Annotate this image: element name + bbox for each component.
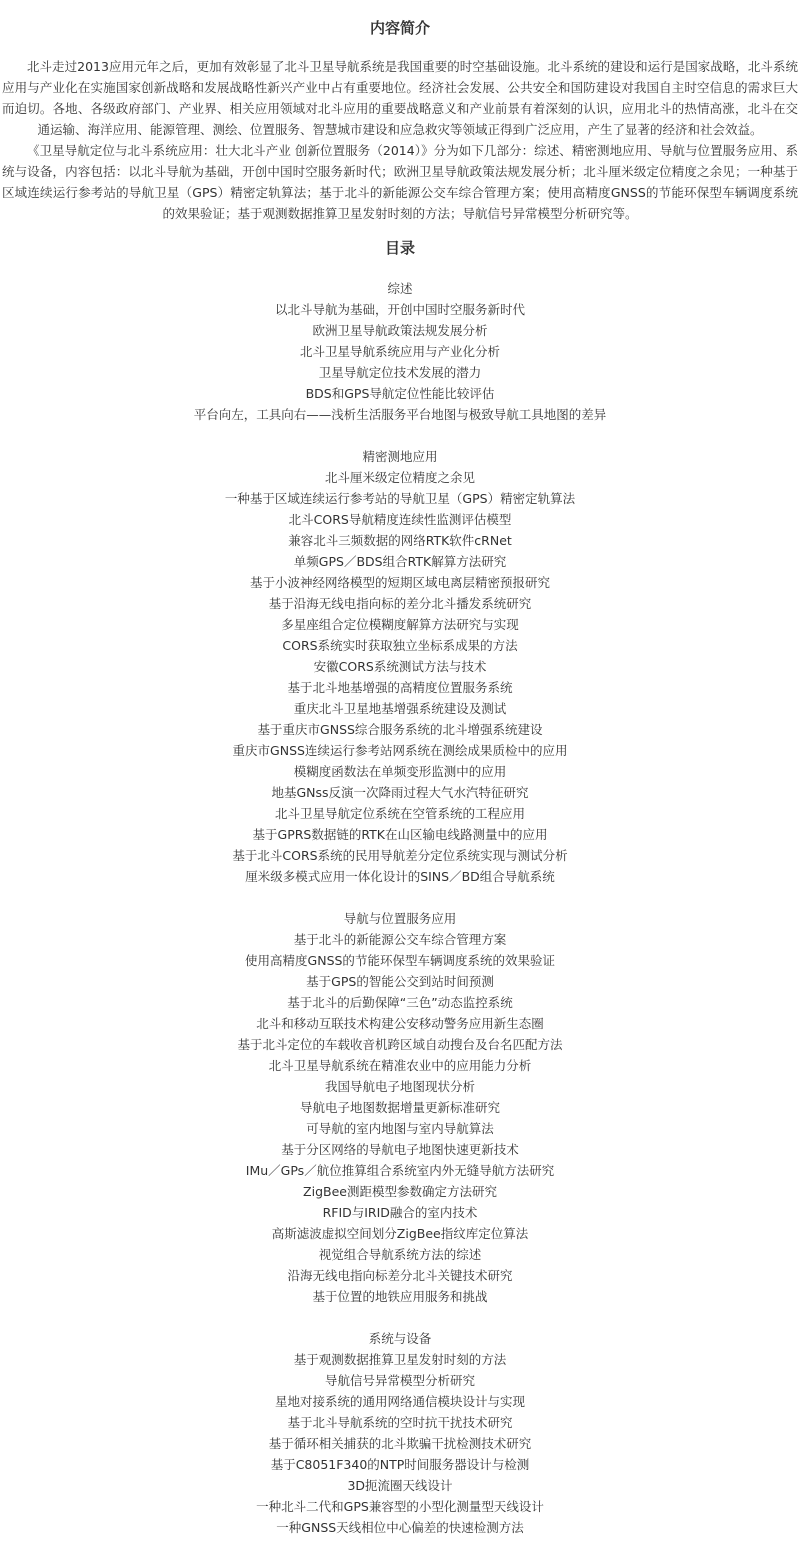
toc-entry: 基于北斗的新能源公交车综合管理方案 (293, 932, 507, 947)
toc-section (0, 908, 800, 1307)
toc-entry: 基于北斗定位的车载收音机跨区域自动搜台及台名匹配方法 (237, 1037, 563, 1052)
toc-entry: 北斗和移动互联技术构建公安移动警务应用新生态圈 (256, 1016, 544, 1031)
toc-section (0, 446, 800, 887)
toc-entry: 沿海无线电指向标差分北斗关键技术研究 (287, 1268, 513, 1283)
intro-title: 内容简介 (369, 19, 430, 37)
toc-entry: BDS和GPS导航定位性能比较评估 (305, 386, 495, 401)
toc-entry: 一种基于区域连续运行参考站的导航卫星（GPS）精密定轨算法 (224, 491, 576, 506)
toc-entry: 安徽CORS系统测试方法与技术 (313, 659, 487, 674)
toc-entry: 地基GNss反演一次降雨过程大气水汽特征研究 (271, 785, 529, 800)
toc-entry: 北斗CORS导航精度连续性监测评估模型 (288, 512, 512, 527)
toc-entry: 星地对接系统的通用网络通信模块设计与实现 (274, 1394, 525, 1409)
toc-entry: 我国导航电子地图现状分析 (324, 1079, 475, 1094)
toc-section-heading: 导航与位置服务应用 (343, 911, 457, 926)
toc-section (0, 1328, 800, 1538)
toc-entry: 3D扼流圈天线设计 (347, 1478, 453, 1493)
toc-entry: CORS系统实时获取独立坐标系成果的方法 (282, 638, 518, 653)
toc-entry: 基于C8051F340的NTP时间服务器设计与检测 (270, 1457, 530, 1472)
toc-entry: 基于分区网络的导航电子地图快速更新技术 (281, 1142, 519, 1157)
toc-entry: 重庆北斗卫星地基增强系统建设及测试 (293, 701, 507, 716)
toc-entry: 欧洲卫星导航政策法规发展分析 (312, 323, 488, 338)
toc-entry: 基于GPS的智能公交到站时间预测 (306, 974, 494, 989)
toc-entry: 北斗厘米级定位精度之余见 (324, 470, 475, 485)
toc-entry: 基于位置的地铁应用服务和挑战 (312, 1289, 488, 1304)
toc-entry: 基于GPRS数据链的RTK在山区输电线路测量中的应用 (252, 827, 548, 842)
toc-entry: 导航电子地图数据增量更新标准研究 (299, 1100, 500, 1115)
toc-entry: 卫星导航定位技术发展的潜力 (318, 365, 482, 380)
toc-section-heading: 精密测地应用 (362, 449, 438, 464)
toc-entry: 基于北斗的后勤保障“三色”动态监控系统 (287, 995, 513, 1010)
toc-entry: 基于观测数据推算卫星发射时刻的方法 (293, 1352, 507, 1367)
toc-entry: 一种GNSS天线相位中心偏差的快速检测方法 (276, 1520, 524, 1535)
toc-entry: 模糊度函数法在单频变形监测中的应用 (293, 764, 507, 779)
toc-entry: 北斗卫星导航定位系统在空管系统的工程应用 (274, 806, 525, 821)
toc-entry: 基于沿海无线电指向标的差分北斗播发系统研究 (268, 596, 532, 611)
toc-entry: 一种北斗二代和GPS兼容型的小型化测量型天线设计 (256, 1499, 544, 1514)
toc-entry: 使用高精度GNSS的节能环保型车辆调度系统的效果验证 (245, 953, 555, 968)
toc-entry: 厘米级多模式应用一体化设计的SINS／BD组合导航系统 (245, 869, 555, 884)
toc-entry: ZigBee测距模型参数确定方法研究 (303, 1184, 497, 1199)
toc-entry: 可导航的室内地图与室内导航算法 (306, 1121, 494, 1136)
toc-entry: 北斗卫星导航系统应用与产业化分析 (299, 344, 500, 359)
toc-entry: 基于北斗导航系统的空时抗干扰技术研究 (287, 1415, 513, 1430)
table-of-contents (0, 278, 800, 1538)
toc-entry: 高斯滤波虚拟空间划分ZigBee指纹库定位算法 (271, 1226, 529, 1241)
toc-entry: 单频GPS／BDS组合RTK解算方法研究 (293, 554, 507, 569)
toc-entry: 导航信号异常模型分析研究 (324, 1373, 475, 1388)
toc-entry: 基于北斗地基增强的高精度位置服务系统 (287, 680, 513, 695)
toc-section-heading: 综述 (387, 281, 413, 296)
intro-paragraph: 北斗走过2013应用元年之后，更加有效彰显了北斗卫星导航系统是我国重要的时空基础设施。北斗系统的建设和运行是国家战略，北斗系统应用与产业化在实施国家创新战略和发展战略性新兴产业中占有重要地位。经济社会发展、公共安全和国防建设对我国自主时空信息的需求巨大而迫切。各地、各级政府部门、产业界、相关应用领域对北斗应用的重要战略意义和产业前景有着深刻的认识，应用北斗的热情高涨，北斗在交通运输、海洋应用、能源管理、测绘、位置服务、智慧城市建设和应急救灾等领域正得到广泛应用，产生了显著的经济和社会效益。 (2, 59, 798, 137)
intro-paragraph: 《卫星导航定位与北斗系统应用：壮大北斗产业 创新位置服务（2014）》分为如下几部分：综述、精密测地应用、导航与位置服务应用、系统与设备，内容包括：以北斗导航为基础，开创中国时空服务新时代；欧洲卫星导航政策法规发展分析；北斗厘米级定位精度之余见；一种基于区域连续运行参考站的导航卫星（GPS）精密定轨算法；基于北斗的新能源公交车综合管理方案；使用高精度GNSS的节能环保型车辆调度系统的效果验证；基于观测数据推算卫星发射时刻的方法；导航信号异常模型分析研究等。 (2, 143, 798, 221)
toc-entry: 平台向左，工具向右——浅析生活服务平台地图与极致导航工具地图的差异 (193, 407, 607, 422)
toc-entry: 基于循环相关捕获的北斗欺骗干扰检测技术研究 (268, 1436, 532, 1451)
toc-entry: 以北斗导航为基础，开创中国时空服务新时代 (274, 302, 525, 317)
toc-entry: 基于小波神经网络模型的短期区域电离层精密预报研究 (249, 575, 550, 590)
toc-entry: 视觉组合导航系统方法的综述 (318, 1247, 482, 1262)
toc-entry: 重庆市GNSS连续运行参考站网系统在测绘成果质检中的应用 (232, 743, 568, 758)
toc-entry: 北斗卫星导航系统在精准农业中的应用能力分析 (268, 1058, 532, 1073)
intro-body (0, 56, 800, 224)
toc-entry: 兼容北斗三频数据的网络RTK软件cRNet (288, 533, 512, 548)
toc-entry: 基于重庆市GNSS综合服务系统的北斗增强系统建设 (257, 722, 543, 737)
toc-entry: 多星座组合定位模糊度解算方法研究与实现 (281, 617, 519, 632)
toc-entry: RFID与IRID融合的室内技术 (322, 1205, 478, 1220)
toc-entry: 基于北斗CORS系统的民用导航差分定位系统实现与测试分析 (232, 848, 568, 863)
toc-title: 目录 (384, 239, 415, 257)
toc-section-heading: 系统与设备 (368, 1331, 432, 1346)
toc-entry: IMu／GPs／航位推算组合系统室内外无缝导航方法研究 (245, 1163, 555, 1178)
toc-section (0, 278, 800, 425)
